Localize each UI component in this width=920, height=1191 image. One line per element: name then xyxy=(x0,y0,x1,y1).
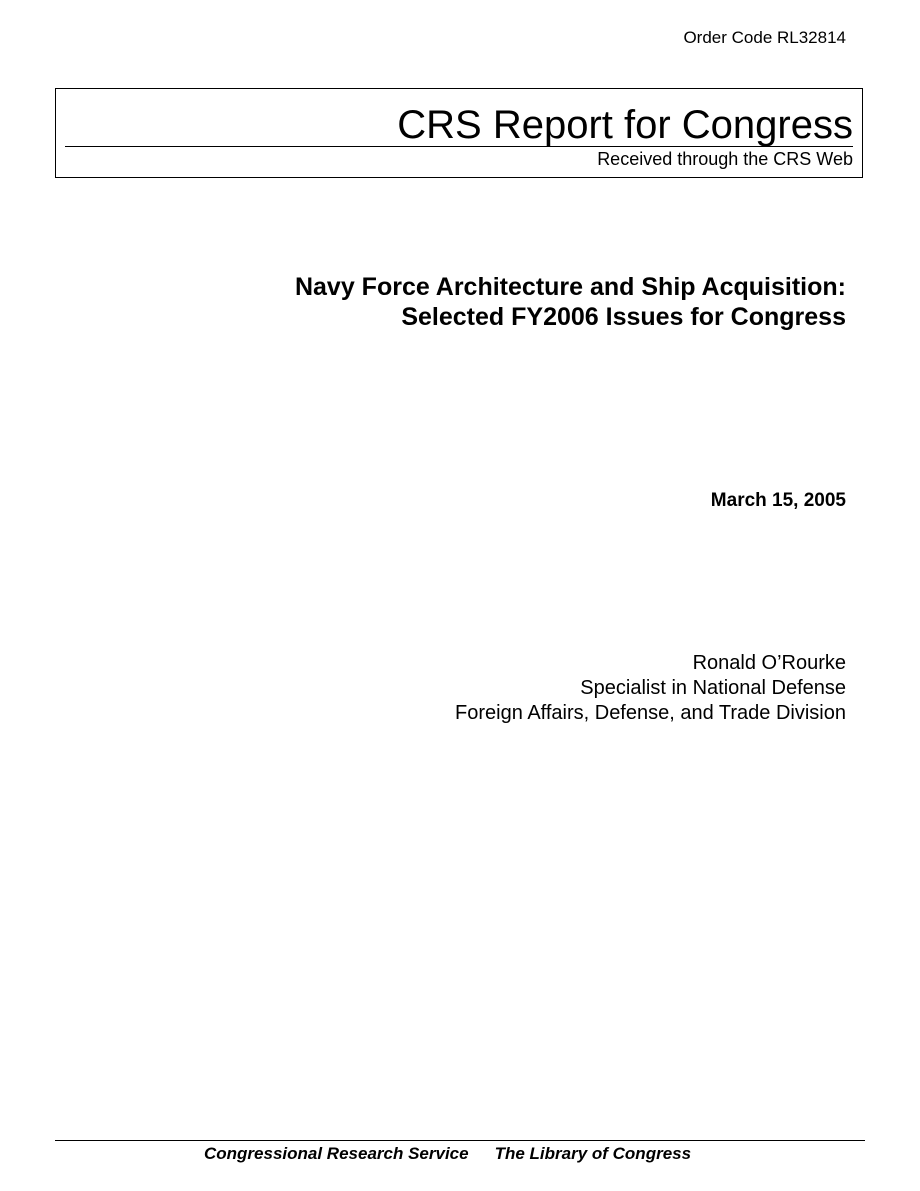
order-code: Order Code RL32814 xyxy=(683,28,846,47)
footer xyxy=(204,1143,691,1165)
report-title xyxy=(295,272,846,332)
author-name: Ronald O’Rourke xyxy=(692,652,846,674)
footer-left: Congressional Research Service xyxy=(204,1144,469,1163)
author-position: Specialist in National Defense xyxy=(580,677,846,699)
header-title: CRS Report for Congress xyxy=(397,103,853,147)
header-divider xyxy=(65,146,853,147)
report-date: March 15, 2005 xyxy=(710,490,846,511)
report-title-line-1: Navy Force Architecture and Ship Acquisition: xyxy=(294,273,846,301)
report-header-box xyxy=(55,88,863,178)
header-subtitle: Received through the CRS Web xyxy=(597,149,853,169)
report-title-line-2: Selected FY2006 Issues for Congress xyxy=(401,303,846,331)
author-division: Foreign Affairs, Defense, and Trade Division xyxy=(455,702,846,724)
author-block xyxy=(455,651,846,726)
footer-divider xyxy=(55,1140,865,1141)
footer-right: The Library of Congress xyxy=(494,1144,692,1163)
